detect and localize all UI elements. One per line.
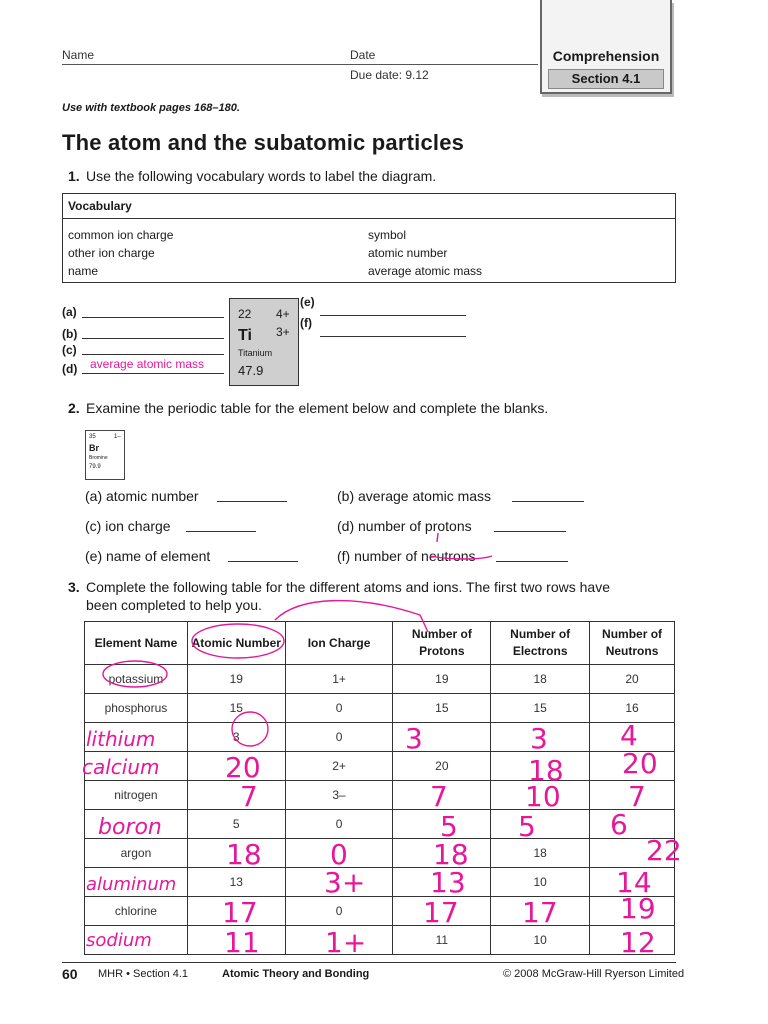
- col-atomic-number: Atomic Number: [187, 622, 285, 665]
- answer-d: average atomic mass: [90, 357, 205, 371]
- blank-e[interactable]: [320, 315, 466, 316]
- table-cell[interactable]: 0: [285, 723, 393, 752]
- footer-copyright: © 2008 McGraw-Hill Ryerson Limited: [503, 968, 685, 980]
- hw-name: sodium: [86, 930, 152, 951]
- tile-symbol: Ti: [238, 327, 252, 344]
- hw-name: aluminum: [86, 874, 177, 895]
- hw-value: 14: [616, 866, 652, 899]
- table-cell[interactable]: [187, 752, 285, 781]
- hw-value: 11: [224, 926, 260, 959]
- footer-chapter: Atomic Theory and Bonding: [222, 968, 370, 980]
- col-neutrons: Number of Neutrons: [590, 622, 675, 665]
- table-cell[interactable]: [85, 752, 188, 781]
- br-charge: 1–: [114, 434, 121, 440]
- table-cell[interactable]: [491, 752, 590, 781]
- hw-value: 12: [620, 926, 656, 959]
- hw-value: 3: [405, 722, 423, 755]
- table-cell[interactable]: [187, 897, 285, 926]
- blank-b[interactable]: [82, 338, 224, 339]
- name-label: Name: [62, 48, 95, 62]
- date-label: Date: [350, 48, 376, 62]
- table-cell[interactable]: 20: [393, 752, 491, 781]
- col-element-name: Element Name: [85, 622, 188, 665]
- table-cell[interactable]: 15: [187, 694, 285, 723]
- table-cell[interactable]: phosphorus: [85, 694, 188, 723]
- table-cell[interactable]: [590, 752, 675, 781]
- table-cell[interactable]: [590, 723, 675, 752]
- table-cell[interactable]: 13: [187, 868, 285, 897]
- table-cell[interactable]: [285, 926, 393, 955]
- table-cell[interactable]: [85, 868, 188, 897]
- table-cell[interactable]: 1+: [285, 665, 393, 694]
- q1-number: 1.: [68, 168, 80, 184]
- textbook-note: Use with textbook pages 168–180.: [62, 102, 240, 114]
- table-cell[interactable]: [187, 839, 285, 868]
- vocab-word: name: [68, 264, 99, 278]
- q2-item-b: (b) average atomic mass: [337, 488, 492, 504]
- table-row: [85, 781, 675, 810]
- hw-value: 10: [525, 780, 561, 813]
- vocabulary-box: [62, 193, 676, 283]
- vocab-word: symbol: [368, 228, 407, 242]
- hw-value: 18: [226, 838, 262, 871]
- table-cell[interactable]: [393, 897, 491, 926]
- table-cell[interactable]: [590, 839, 675, 868]
- hw-value: 19: [620, 892, 656, 925]
- table-row: [85, 694, 675, 723]
- table-cell[interactable]: 15: [491, 694, 590, 723]
- table-row: [85, 810, 675, 839]
- q2-blank-d[interactable]: [494, 531, 566, 532]
- q2-item-c: (c) ion charge: [85, 518, 171, 534]
- label-f: (f): [300, 316, 312, 330]
- tile-charge-1: 4+: [276, 307, 290, 321]
- vocab-heading: Vocabulary: [63, 194, 675, 219]
- q2-text: Examine the periodic table for the element below and complete the blanks.: [86, 400, 549, 416]
- q2-blank-c[interactable]: [186, 531, 256, 532]
- table-cell[interactable]: [393, 839, 491, 868]
- titanium-tile: [229, 298, 299, 386]
- label-c: (c): [62, 343, 77, 357]
- q2-item-d: (d) number of protons: [337, 518, 472, 534]
- table-cell[interactable]: [85, 723, 188, 752]
- q3-text-line1: Complete the following table for the different atoms and ions. The first two rows have: [86, 579, 610, 595]
- col-electrons: Number of Electrons: [491, 622, 590, 665]
- table-cell[interactable]: chlorine: [85, 897, 188, 926]
- vocab-word: atomic number: [368, 246, 448, 260]
- hw-value: 1+: [325, 926, 367, 959]
- table-cell[interactable]: [393, 781, 491, 810]
- label-a: (a): [62, 305, 77, 319]
- table-cell[interactable]: 0: [285, 897, 393, 926]
- table-cell[interactable]: [393, 723, 491, 752]
- section-tab: [540, 0, 672, 94]
- vocab-word: other ion charge: [68, 246, 155, 260]
- hw-value: 17: [222, 896, 258, 929]
- footer-book: MHR • Section 4.1: [98, 968, 189, 980]
- table-cell[interactable]: [491, 810, 590, 839]
- table-cell[interactable]: 16: [590, 694, 675, 723]
- hw-name: lithium: [86, 727, 156, 751]
- hw-value: 3+: [324, 866, 366, 899]
- blank-d[interactable]: [82, 373, 224, 374]
- table-cell[interactable]: 3: [187, 723, 285, 752]
- table-cell[interactable]: 15: [393, 694, 491, 723]
- hw-value: 6: [610, 808, 628, 841]
- table-header-row: [85, 622, 675, 665]
- table-row: [85, 752, 675, 781]
- br-mass: 79.9: [89, 464, 101, 470]
- hw-name: calcium: [82, 755, 160, 779]
- table-cell[interactable]: argon: [85, 839, 188, 868]
- table-cell[interactable]: [285, 839, 393, 868]
- tab-title: Comprehension: [552, 48, 660, 64]
- atoms-table: [84, 621, 675, 955]
- tile-atomic-number: 22: [238, 307, 252, 321]
- tile-mass: 47.9: [238, 363, 264, 378]
- q3-text-line2: been completed to help you.: [86, 597, 262, 613]
- col-ion-charge: Ion Charge: [285, 622, 393, 665]
- q2-item-e: (e) name of element: [85, 548, 211, 564]
- hw-value: 5: [518, 810, 536, 843]
- hw-value: 20: [225, 751, 261, 784]
- table-row: [85, 665, 675, 694]
- table-cell[interactable]: [187, 926, 285, 955]
- hw-value: 18: [528, 754, 564, 787]
- table-cell[interactable]: 5: [187, 810, 285, 839]
- table-cell[interactable]: 0: [285, 810, 393, 839]
- table-cell[interactable]: [590, 897, 675, 926]
- q2-number: 2.: [68, 400, 80, 416]
- br-number: 35: [89, 434, 96, 440]
- table-cell[interactable]: potassium: [85, 665, 188, 694]
- table-row: [85, 868, 675, 897]
- tile-name: Titanium: [238, 348, 273, 358]
- br-symbol: Br: [89, 443, 100, 453]
- table-cell[interactable]: [285, 868, 393, 897]
- table-cell[interactable]: [491, 723, 590, 752]
- label-b: (b): [62, 327, 78, 341]
- table-cell[interactable]: 10: [491, 926, 590, 955]
- table-cell[interactable]: 20: [590, 665, 675, 694]
- table-cell[interactable]: [590, 926, 675, 955]
- table-cell[interactable]: 10: [491, 868, 590, 897]
- blank-f[interactable]: [320, 336, 466, 337]
- header-rule: [62, 64, 538, 65]
- table-row: [85, 723, 675, 752]
- vocab-left-column: [68, 226, 173, 280]
- blank-a[interactable]: [82, 317, 224, 318]
- hw-value: 13: [430, 866, 466, 899]
- label-d: (d): [62, 362, 78, 376]
- table-cell[interactable]: [85, 926, 188, 955]
- hw-value: 7: [240, 780, 258, 813]
- hw-value: 20: [622, 747, 658, 780]
- table-cell[interactable]: 19: [393, 665, 491, 694]
- table-cell[interactable]: 18: [491, 839, 590, 868]
- label-e: (e): [300, 295, 315, 309]
- tab-section: Section 4.1: [548, 69, 664, 89]
- tick-mark: [437, 533, 438, 542]
- hw-value: 22: [646, 834, 682, 867]
- hw-value: 5: [440, 810, 458, 843]
- table-cell[interactable]: [85, 810, 188, 839]
- q2-blank-b[interactable]: [512, 501, 584, 502]
- table-cell[interactable]: 18: [491, 665, 590, 694]
- vocab-word: common ion charge: [68, 228, 174, 242]
- q2-blank-e[interactable]: [228, 561, 298, 562]
- table-row: [85, 926, 675, 955]
- table-cell[interactable]: 2+: [285, 752, 393, 781]
- vocab-word: average atomic mass: [368, 264, 483, 278]
- table-cell[interactable]: [393, 868, 491, 897]
- table-cell[interactable]: [590, 810, 675, 839]
- table-cell[interactable]: [393, 810, 491, 839]
- q2-blank-a[interactable]: [217, 501, 287, 502]
- footer-rule: [62, 962, 676, 963]
- table-cell[interactable]: [590, 868, 675, 897]
- page-title: The atom and the subatomic particles: [62, 130, 465, 155]
- vocab-right-column: [368, 226, 482, 280]
- hw-value: 3: [530, 722, 548, 755]
- hw-value: 0: [330, 838, 348, 871]
- table-cell[interactable]: [491, 781, 590, 810]
- hw-value: 7: [628, 780, 646, 813]
- hw-value: 7: [430, 780, 448, 813]
- q3-number: 3.: [68, 579, 80, 595]
- bromine-tile: [85, 430, 125, 480]
- q2-blank-f[interactable]: [496, 561, 568, 562]
- q2-item-f: (f) number of neutrons: [337, 548, 476, 564]
- hw-value: 17: [423, 896, 459, 929]
- col-protons: Number of Protons: [393, 622, 491, 665]
- table-row: [85, 839, 675, 868]
- q2-item-a: (a) atomic number: [85, 488, 199, 504]
- table-cell[interactable]: [187, 781, 285, 810]
- page-number: 60: [62, 966, 78, 982]
- hw-value: 4: [620, 719, 638, 752]
- blank-c[interactable]: [82, 354, 224, 355]
- table-cell[interactable]: 19: [187, 665, 285, 694]
- table-cell[interactable]: [590, 781, 675, 810]
- due-date: Due date: 9.12: [350, 68, 429, 82]
- hw-value: 17: [522, 896, 558, 929]
- hw-name: boron: [98, 815, 162, 840]
- table-row: [85, 897, 675, 926]
- table-cell[interactable]: 0: [285, 694, 393, 723]
- table-cell[interactable]: [491, 897, 590, 926]
- q1-text: Use the following vocabulary words to label the diagram.: [86, 168, 437, 184]
- table-cell[interactable]: nitrogen: [85, 781, 188, 810]
- table-cell[interactable]: 3–: [285, 781, 393, 810]
- tile-charge-2: 3+: [276, 325, 290, 339]
- br-name: Bromine: [89, 455, 108, 461]
- hw-value: 18: [433, 838, 469, 871]
- table-cell[interactable]: 11: [393, 926, 491, 955]
